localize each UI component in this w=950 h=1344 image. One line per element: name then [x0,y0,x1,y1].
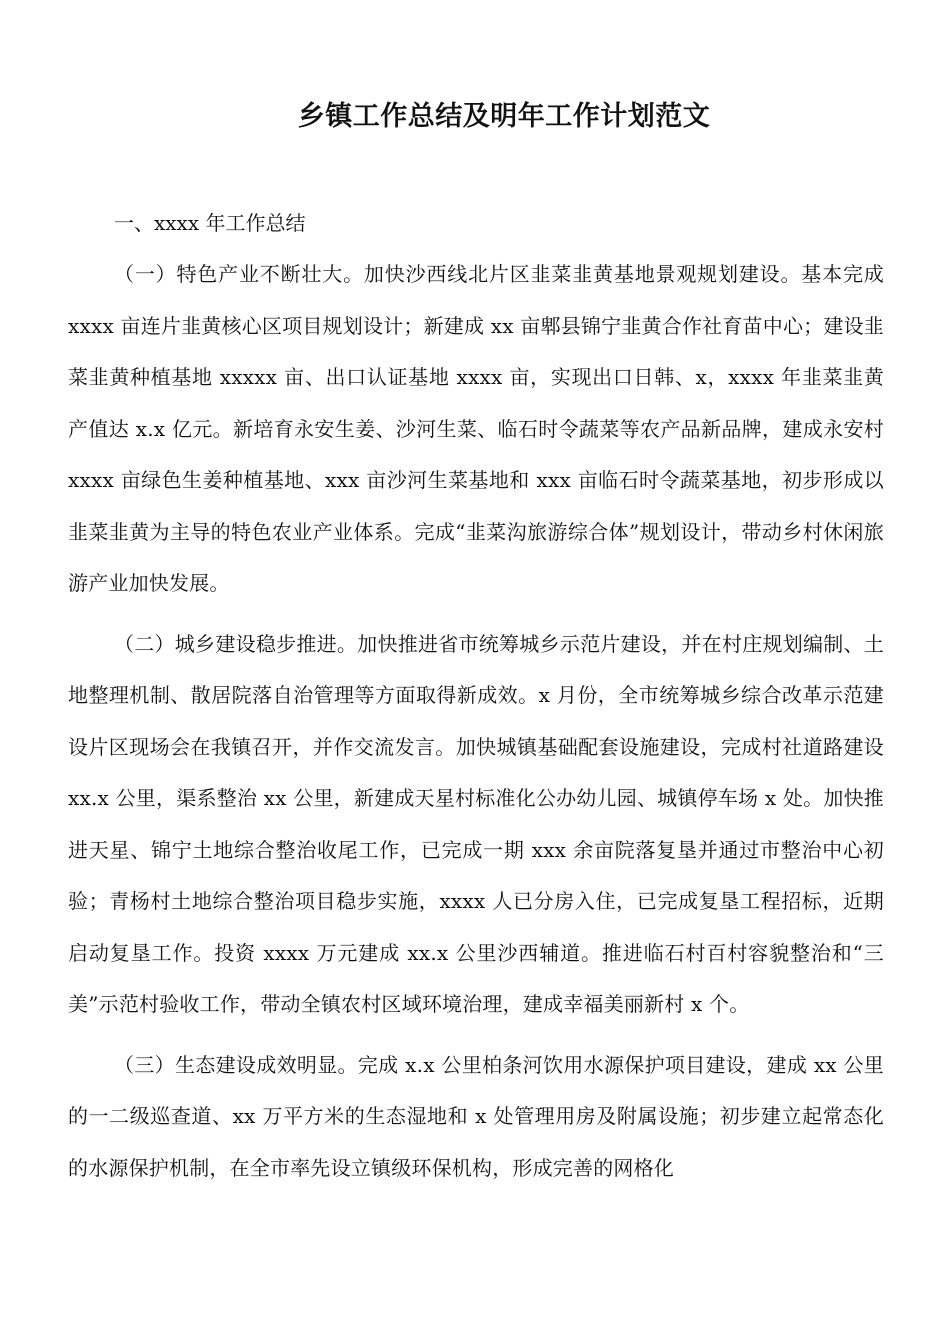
section-heading: 一、xxxx 年工作总结 [114,211,306,235]
paragraph-ecology: （三）生态建设成效明显。完成 x.x 公里柏条河饮用水源保护项目建设，建成 xx 公里的一二级巡查道、xx 万平方米的生态湿地和 x 处管理用房及附属设施；初步建立起常态化的水源保护机制，在全市率先设立镇级环保机构，形成完善的网格化 [68,1052,884,1180]
paragraph-industry: （一）特色产业不断壮大。加快沙西线北片区韭菜韭黄基地景观规划建设。基本完成 xxxx 亩连片韭黄核心区项目规划设计；新建成 xx 亩郫县锦宁韭黄合作社育苗中心；建设韭菜韭黄种植基地 xxxxx 亩、出口认证基地 xxxx 亩，实现出口日韩、x，xxxx 年韭菜韭黄产值达 x.x 亿元。新培育永安生姜、沙河生菜、临石时令蔬菜等农产品新品牌，建成永安村 xxxx 亩绿色生姜种植基地、xxx 亩沙河生菜基地和 xxx 亩临石时令蔬菜基地，初步形成以韭菜韭黄为主导的特色农业产业体系。完成“韭菜沟旅游综合体”规划设计，带动乡村休闲旅游产业加快发展。 [68,262,884,595]
document-title: 乡镇工作总结及明年工作计划范文 [297,101,711,132]
paragraph-urban-rural: （二）城乡建设稳步推进。加快推进省市统筹城乡示范片建设，并在村庄规划编制、土地整理机制、散居院落自治管理等方面取得新成效。x 月份，全市统筹城乡综合改革示范建设片区现场会在我镇召开，并作交流发言。加快城镇基础配套设施建设，完成村社道路建设 xx.x 公里，渠系整治 xx 公里，新建成天星村标准化公办幼儿园、城镇停车场 x 处。加快推进天星、锦宁土地综合整治收尾工作，已完成一期 xxx 余亩院落复垦并通过市整治中心初验；青杨村土地综合整治项目稳步实施，xxxx 人已分房入住，已完成复垦工程招标，近期启动复垦工作。投资 xxxx 万元建成 xx.x 公里沙西辅道。推进临石村百村容貌整治和“三美”示范村验收工作，带动全镇农村区域环境治理，建成幸福美丽新村 x 个。 [68,631,884,1016]
document-body [68,205,884,1203]
